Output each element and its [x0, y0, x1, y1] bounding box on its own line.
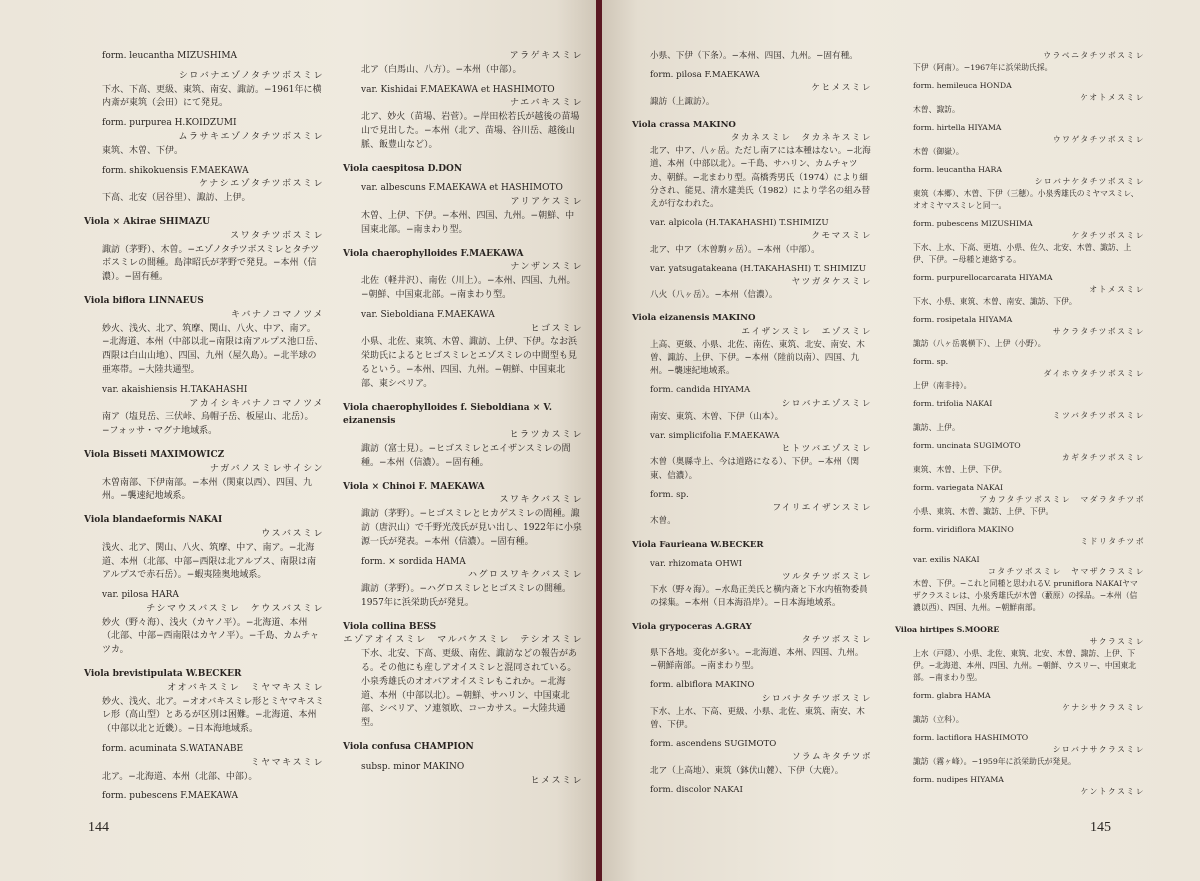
species-entry [632, 50, 872, 63]
japanese-name: クモマスミレ [811, 231, 872, 242]
right-page [602, 0, 1200, 881]
japanese-name: ウワゲタチツボスミレ [1052, 135, 1145, 144]
scientific-name: form. hemileuca HONDA [913, 81, 1012, 90]
japanese-name: チシマウスバスミレ ケウスバスミレ [146, 603, 324, 614]
distribution-text: 北ア（白馬山、八方）。−本州（中部）。 [361, 64, 522, 75]
scientific-name: Viola × Akirae SHIMAZU [84, 216, 210, 227]
japanese-name: ヤツガタケスミレ [791, 277, 872, 288]
distribution-text: 下高、北安（居谷里）、諏訪、上伊。 [102, 193, 251, 204]
distribution-text: 東筑、木曽、上伊、下伊。 [913, 465, 1007, 474]
species-entry [895, 482, 1145, 518]
species-entry [895, 272, 1145, 308]
species-entry [632, 489, 872, 529]
left-column-1 [84, 50, 324, 810]
distribution-text: 妙火（野々海）、浅火（カヤノ平）。−北海道、本州（北部、中部−西南限はカヤノ平）。−千島、カムチャツカ。 [102, 617, 319, 656]
page-number-right: 145 [1090, 820, 1111, 835]
page-number-left: 144 [88, 820, 109, 835]
distribution-text: 下水、小県、東筑、木曽、南安、諏訪、下伊。 [913, 297, 1077, 306]
distribution-text: 妙火、浅火、北ア。−オオバキスミレ形とミヤマキスミレ形（高山型）とあるが区別は困難。−北海道、本州（中部以北と近畿）。−日本海地域系。 [102, 696, 325, 735]
species-entry [895, 164, 1145, 212]
japanese-name: シロバナエゾスミレ [781, 398, 872, 409]
distribution-text: 諏訪（八ヶ岳裏横下）、上伊（小野）。 [913, 339, 1046, 348]
japanese-name: ケタチツボスミレ [1071, 231, 1145, 240]
japanese-name: ナンザンスミレ [510, 262, 583, 273]
scientific-name: var. pilosa HARA [102, 590, 179, 601]
japanese-name: ヒメスミレ [530, 775, 583, 786]
distribution-text: 木曽南部、下伊南部。−本州（関東以西）、四国、九州。−襲速紀地域系。 [102, 477, 313, 502]
japanese-name: シロバナタチツボスミレ [761, 693, 872, 704]
scientific-name: form. sp. [913, 357, 949, 366]
scientific-name: Viola chaerophylloides F.MAEKAWA [343, 248, 524, 259]
scientific-name: Viloa hirtipes S.MOORE [895, 625, 1000, 634]
species-entry [895, 50, 1145, 74]
distribution-text: 木曽、上伊、下伊。−本州、四国、九州。−朝鮮、中国東北部。−南まわり型。 [361, 210, 575, 235]
distribution-text: 諏訪（茅野）。−ハグロスミレとヒゴスミレの間種。1957年に浜栄助氏が発見。 [361, 584, 572, 608]
distribution-text: 北佐（軽井沢）、南佐（川上）。−本州、四国、九州。−朝鮮、中国東北部。−南まわり型。 [361, 276, 576, 300]
scientific-name: form. pubescens MIZUSHIMA [913, 219, 1033, 228]
species-entry [632, 558, 872, 611]
japanese-name: オオバキスミレ ミヤマキスミレ [167, 682, 324, 693]
species-entry [895, 314, 1145, 350]
scientific-name: Viola collina BESS [343, 621, 437, 632]
species-entry [895, 398, 1145, 434]
species-entry [84, 117, 324, 158]
distribution-text: 下水（野々海）。−水島正美氏と横内斎と下水内植物委員の採集。−本州（日本海沿岸）。−日本海地域系。 [650, 585, 868, 609]
species-entry [343, 84, 583, 153]
scientific-name: Viola confusa CHAMPION [343, 742, 474, 753]
scientific-name: form. hirtella HIYAMA [913, 123, 1002, 132]
distribution-text: 諏訪、上伊。 [913, 423, 960, 432]
japanese-name: アラゲキスミレ [509, 51, 583, 61]
distribution-text: 小県、北佐、東筑、木曽、諏訪、上伊、下伊。なお浜栄助氏によるとヒゴスミレとエゾスミレの中間型も見るという。−本州、四国、九州。−朝鮮、中国東北部、東シベリア。 [361, 337, 578, 389]
species-entry [632, 217, 872, 257]
japanese-name: ウラベニタチツボスミレ [1043, 51, 1145, 60]
species-entry [632, 784, 872, 797]
species-entry [343, 402, 583, 471]
species-entry [895, 440, 1145, 476]
distribution-text: 下伊（阿南）。−1967年に浜栄助氏採。 [913, 63, 1053, 72]
scientific-name: form. nudipes HIYAMA [913, 775, 1004, 784]
scientific-name: form. purpurea H.KOIDZUMI [102, 118, 237, 129]
distribution-text: 木曽（御嶽）。 [913, 147, 964, 156]
species-entry [343, 741, 583, 755]
species-entry [632, 621, 872, 674]
species-entry [632, 430, 872, 483]
distribution-text: 下水、北安、下高、更級、南佐、諏訪などの報告がある。その他にも産しアオイスミレと混同されている。小泉秀雄氏のオオバアオイスミレもこれか。−北海道、本州（中部以北）。−朝鮮、サハリン、中国東北部、シベリア、ソ連領欧、コーカサス。−大陸共通型。 [361, 649, 578, 729]
japanese-name: コタチツボスミレ ヤマザクラスミレ [987, 567, 1145, 576]
species-entry [895, 218, 1145, 266]
species-entry [632, 263, 872, 303]
japanese-name: ミツバタチツボスミレ [1052, 411, 1145, 420]
species-entry [84, 743, 324, 784]
scientific-name: form. rosipetala HIYAMA [913, 315, 1013, 324]
distribution-text: 木曽（奥縣寺上、今は道路になる）、下伊。−本州（関東、信濃）。 [650, 457, 860, 481]
japanese-name: シロバナエゾノタチツボスミレ [178, 70, 324, 81]
species-entry [343, 621, 583, 731]
distribution-text: 北ア、中ア、八ヶ岳。ただし南アには本種はない。−北海道、本州（中部以北）。−千島、サハリン、カムチャツカ、朝鮮。−北まわり型。高橋秀男氏（1974）により細分され、能見、清水建美氏（1982）により学名の組み替えが行なわれた。 [650, 146, 871, 210]
japanese-name: タチツボスミレ [801, 634, 872, 645]
japanese-name: ケントクスミレ [1080, 787, 1145, 796]
japanese-name: シロバナケタチツボスミレ [1034, 177, 1145, 186]
species-entry [632, 312, 872, 378]
species-entry [84, 589, 324, 658]
distribution-text: 小県、東筑、木曽、諏訪、上伊、下伊。 [913, 507, 1054, 516]
distribution-text: 浅火、北ア、関山、八火、筑摩、中ア、南ア。−北海道、本州（北部、中部−西限は北アルプス、南限は南アルプスで赤石岳）。−蝦夷陸奥地域系。 [102, 542, 317, 581]
japanese-name: ケナシエゾタチツボスミレ [198, 179, 324, 190]
scientific-name: form. leucantha MIZUSHIMA [102, 51, 238, 61]
scientific-name: var. Kishidai F.MAEKAWA et HASHIMOTO [361, 84, 555, 95]
distribution-text: 諏訪（茅野）。−ヒゴスミレとヒカゲスミレの間種。諏訪（唐沢山）で千野光茂氏が見い出し、1922年に小泉源一氏が発表。−本州（信濃）。−固有種。 [361, 509, 582, 547]
japanese-name: ムラサキエゾノタチツボスミレ [178, 131, 324, 142]
scientific-name: Viola Faurieana W.BECKER [632, 539, 764, 550]
scientific-name: form. albiflora MAKINO [650, 680, 755, 691]
species-entry [895, 732, 1145, 768]
species-entry [84, 216, 324, 285]
species-entry [895, 524, 1145, 548]
japanese-name: ウスバスミレ [261, 528, 324, 539]
japanese-name: タカネスミレ タカネキスミレ [730, 133, 872, 144]
species-entry [632, 679, 872, 732]
distribution-text: 南安、東筑、木曽、下伊（山本）。 [650, 411, 784, 422]
scientific-name: var. yatsugatakeana (H.TAKAHASHI) T. SHIMIZU [650, 263, 866, 274]
japanese-name: ミヤマキスミレ [250, 757, 324, 768]
japanese-name: スワタチツボスミレ [230, 230, 324, 241]
distribution-text: 北ア、中ア（木曽駒ヶ岳）。−本州（中部）。 [650, 244, 820, 255]
distribution-text: 諏訪（富士見）。−ヒゴスミレとエイザンスミレの間種。−本州（信濃）。−固有種。 [361, 443, 571, 468]
scientific-name: Viola biflora LINNAEUS [84, 295, 204, 306]
distribution-text: 下水、上水、下高、更級、小県、北佐、東筑、南安、木曽、下伊。 [650, 706, 865, 730]
scientific-name: Viola grypoceras A.GRAY [632, 621, 752, 632]
distribution-text: 木曽、諏訪。 [913, 105, 960, 114]
left-page [0, 0, 598, 881]
japanese-name: ソラムキタチツボ [791, 752, 872, 763]
species-entry [343, 182, 583, 237]
japanese-name: フイリエイザンスミレ [772, 503, 872, 514]
scientific-name: var. simplicifolia F.MAEKAWA [650, 431, 780, 442]
japanese-name: ダイホウタチツボスミレ [1043, 369, 1145, 378]
scientific-name: form. shikokuensis F.MAEKAWA [102, 165, 249, 176]
japanese-name: サクラスミレ [1089, 637, 1145, 646]
scientific-name: form. glabra HAMA [913, 691, 991, 700]
japanese-name: ヒゴスミレ [530, 323, 583, 334]
scientific-name: form. sp. [650, 489, 689, 500]
scientific-name: form. pubescens F.MAEKAWA [102, 791, 238, 802]
japanese-name: ツルタチツボスミレ [782, 571, 872, 582]
scientific-name: form. purpurellocarcarata HIYAMA [913, 273, 1053, 282]
distribution-text: 諏訪（霧ヶ峰）。−1959年に浜栄助氏が発見。 [913, 757, 1076, 766]
species-entry [632, 539, 872, 552]
japanese-name: カギタチツボスミレ [1061, 453, 1145, 462]
scientific-name: var. rhizomata OHWI [650, 558, 743, 569]
species-entry [84, 50, 324, 64]
scientific-name: form. variegata NAKAI [913, 483, 1004, 492]
scientific-name: form. candida HIYAMA [650, 385, 751, 396]
species-entry [632, 738, 872, 778]
scientific-name: Viola × Chinoi F. MAEKAWA [343, 481, 485, 492]
scientific-name: form. leucantha HARA [913, 165, 1003, 174]
japanese-name: ナエバキスミレ [510, 98, 583, 109]
scientific-name: form. acuminata S.WATANABE [102, 744, 244, 755]
japanese-name: ケヒメスミレ [811, 83, 872, 94]
japanese-name: ミドリタチツボ [1080, 537, 1145, 546]
scientific-name: Viola caespitosa D.DON [343, 163, 463, 174]
species-entry [84, 384, 324, 439]
species-entry [343, 50, 583, 78]
scientific-name: var. exilis NAKAI [913, 555, 980, 564]
japanese-name: ケナシサクラスミレ [1062, 703, 1145, 712]
japanese-name: アリアケスミレ [510, 197, 583, 208]
right-column-2 [895, 50, 1145, 804]
japanese-name: ヒトツバエゾスミレ [781, 444, 872, 455]
scientific-name: Viola eizanensis MAKINO [632, 313, 756, 324]
species-entry [343, 309, 583, 392]
distribution-text: 下水、上水、下高、更埴、小県、佐久、北安、木曽、諏訪、上伊、下伊。−母種と連絡する。 [913, 243, 1132, 264]
distribution-text: 北ア。−北海道、本州（北部、中部）。 [102, 771, 258, 782]
distribution-text: 諏訪（立科）。 [913, 715, 964, 724]
species-entry [895, 774, 1145, 798]
species-entry [895, 80, 1145, 116]
distribution-text: 八火（八ヶ岳）。−本州（信濃）。 [650, 290, 778, 301]
japanese-name: ヒラツカスミレ [509, 430, 583, 441]
species-entry [632, 384, 872, 424]
japanese-name: ケオトメスミレ [1080, 93, 1145, 102]
japanese-name: アカフタチツボスミレ マダラタチツボ [979, 495, 1145, 504]
species-entry [84, 668, 324, 737]
species-entry [895, 122, 1145, 158]
species-entry [343, 163, 583, 177]
species-entry [895, 554, 1145, 614]
species-entry [343, 761, 583, 789]
distribution-text: 北ア、妙火（苗場、岩菅）。−岸田松若氏が越後の苗場山で見出した。−本州（北ア、苗場、谷川岳、越後山脈、飯豊山など）。 [361, 112, 580, 150]
scientific-name: form. lactiflora HASHIMOTO [913, 733, 1029, 742]
japanese-name: ナガバノスミレサイシン [209, 463, 324, 474]
species-entry [343, 481, 583, 550]
scientific-name: Viola brevistipulata W.BECKER [84, 669, 242, 680]
japanese-name: エゾアオイスミレ マルバケスミレ テシオスミレ [343, 635, 583, 646]
scientific-name: form. × sordida HAMA [361, 556, 466, 567]
distribution-text: 東筑、木曽、下伊。 [102, 145, 184, 156]
distribution-text: 下水、下高、更級、東筑、南安、諏訪。−1961年に横内斎が東筑（会田）にて発見。 [102, 84, 322, 109]
scientific-name: form. ascendens SUGIMOTO [650, 739, 777, 750]
distribution-text: 諏訪（茅野）、木曽。−エゾノタチツボスミレとタチツボスミレの間種。島津昭氏が茅野で発見。−本州（信濃）。−固有種。 [102, 244, 319, 283]
japanese-name: スワキクバスミレ [499, 495, 583, 506]
species-entry [84, 449, 324, 504]
japanese-name: ハグロスワキクバスミレ [468, 570, 583, 581]
scientific-name: form. trifolia NAKAI [913, 399, 993, 408]
scientific-name: subsp. minor MAKINO [361, 761, 465, 772]
species-entry [84, 295, 324, 378]
scientific-name: var. alpicola (H.TAKAHASHI) T.SHIMIZU [650, 218, 829, 229]
scientific-name: form. pilosa F.MAEKAWA [650, 70, 760, 81]
scientific-name: var. Sieboldiana F.MAEKAWA [361, 309, 495, 320]
scientific-name: Viola chaerophylloides f. Sieboldiana × V. eizanensis [343, 402, 552, 427]
scientific-name: form. uncinata SUGIMOTO [913, 441, 1021, 450]
scientific-name: Viola Bisseti MAXIMOWICZ [84, 449, 225, 460]
distribution-text: 上伊（南非持）。 [913, 381, 972, 390]
left-column-2 [343, 50, 583, 794]
japanese-name: キバナノコマノツメ [231, 309, 324, 320]
distribution-text: 南ア（塩見岳、三伏峠、烏帽子岳、板屋山、北岳）。−フォッサ・マグナ地域系。 [102, 412, 314, 437]
distribution-text: 諏訪（上諏訪）。 [650, 96, 715, 107]
scientific-name: Viola crassa MAKINO [632, 119, 736, 130]
japanese-name: サクラタチツボスミレ [1052, 327, 1145, 336]
distribution-text: 北ア（上高地）、東筑（鉢伏山麓）、下伊（大鹿）。 [650, 765, 844, 776]
japanese-name: エイザンスミレ エゾスミレ [741, 326, 872, 337]
scientific-name: var. akaishiensis H.TAKAHASHI [102, 384, 248, 395]
distribution-text: 木曽、下伊。−これと同種と思われるV. pruniflora NAKAIヤマザクラスミレは、小泉秀雄氏が木曽（藪原）の採品。−本州（信濃以西）、四国、九州。−朝鮮南部。 [913, 579, 1138, 612]
scientific-name: Viola blandaeformis NAKAI [84, 515, 223, 526]
distribution-text: 上高、更級、小県、北佐、南佐、東筑、北安、南安、木曽、諏訪、上伊、下伊。−本州（陸前以南）、四国、九州。−襲速紀地域系。 [650, 339, 865, 377]
species-entry [895, 356, 1145, 392]
species-entry [895, 624, 1145, 684]
distribution-text: 上水（戸隠）、小県、北佐、東筑、北安、木曽、諏訪、上伊、下伊。−北海道、本州、四国、九州。−朝鮮、ウスリー、中国東北部。−南まわり型。 [913, 649, 1137, 682]
species-entry [343, 248, 583, 303]
species-entry [895, 690, 1145, 726]
distribution-text: 妙火、浅火、北ア、筑摩、関山、八火、中ア、南ア。−北海道、本州（中部以北−南限は南アルプス池口岳、西限は白山山地）、四国、九州（屋久島）。−北半球の亜寒帯。−大陸共通型。 [102, 323, 324, 375]
distribution-text: 東筑（本郷）、木曽、下伊（三穂）。小泉秀雄氏のミヤマスミレ、オオミヤマスミレと同一。 [913, 189, 1139, 210]
japanese-name: シロバナサクラスミレ [1052, 745, 1145, 754]
species-entry [632, 119, 872, 211]
species-entry [84, 165, 324, 206]
distribution-text: 県下各地。変化が多い。−北海道、本州、四国、九州。−朝鮮南部。−南まわり型。 [650, 647, 864, 672]
scientific-name: var. albescuns F.MAEKAWA et HASHIMOTO [361, 183, 563, 194]
distribution-text: 木曽。 [650, 516, 676, 527]
scientific-name: form. discolor NAKAI [650, 784, 743, 795]
species-entry [84, 790, 324, 804]
species-entry [343, 556, 583, 611]
scientific-name: form. viridiflora MAKINO [913, 525, 1014, 534]
right-column-1 [632, 50, 872, 803]
japanese-name: アカイシキバナノコマノツメ [189, 398, 324, 409]
species-entry [632, 69, 872, 109]
distribution-text: 小県、下伊（下条）。−本州、四国、九州。−固有種。 [650, 51, 858, 61]
japanese-name: オトメスミレ [1089, 285, 1145, 294]
species-entry [84, 514, 324, 583]
species-entry [84, 70, 324, 111]
